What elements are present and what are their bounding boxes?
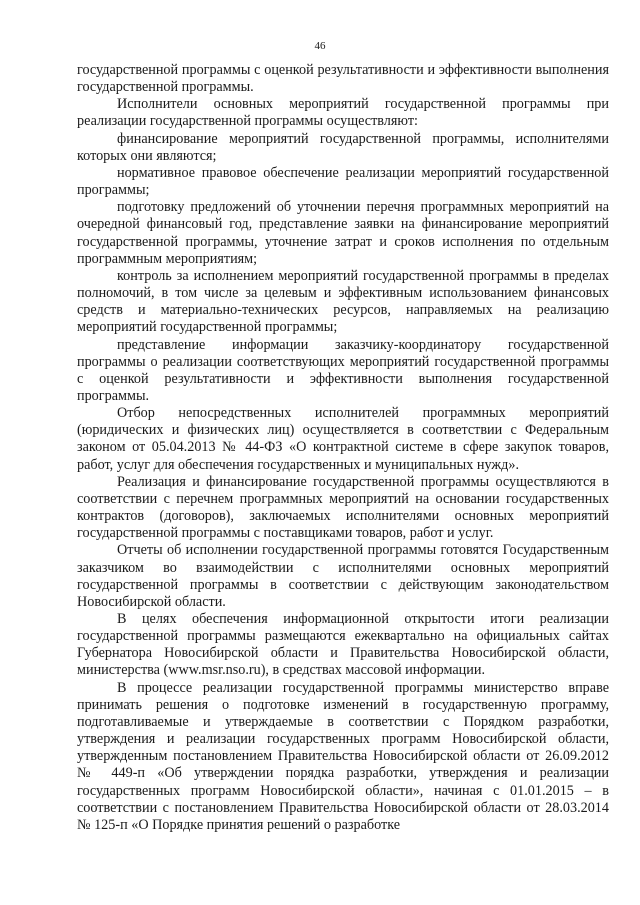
paragraph-10: Отчеты об исполнении государственной программы готовятся Государственным заказчиком во взаимодействии с исполнителями основных мероприятий государственной программы в соответствии с действующим законодательством Новосибирской области. [77, 542, 609, 610]
paragraph-3: финансирование мероприятий государственной программы, исполнителями которых они являются; [77, 130, 609, 164]
page-number: 46 [314, 40, 326, 52]
paragraph-11: В целях обеспечения информационной открытости итоги реализации государственной программы размещаются ежеквартально на официальных сайтах Губернатора Новосибирской области и Правительства Новосибирской области, министерства (www.msr.nso.ru), в средствах массовой информации. [77, 611, 609, 679]
paragraph-5: подготовку предложений об уточнении перечня программных мероприятий на очередной финансовый год, представление заявки на финансирование мероприятий государственной программы, уточнение затрат и сроков исполнения по отдельным программным мероприятиям; [77, 199, 609, 267]
paragraph-6: контроль за исполнением мероприятий государственной программы в пределах полномочий, в том числе за целевым и эффективным использованием финансовых средств и материально-технических ресурсов, направляемых на реализацию мероприятий государственной программы; [77, 267, 609, 336]
paragraph-2: Исполнители основных мероприятий государственной программы при реализации государственной программы осуществляют: [77, 96, 609, 130]
paragraph-12: В процессе реализации государственной программы министерство вправе принимать решения о подготовке изменений в государственную программу, подготавливаемые и утверждаемые в соответствии с Порядком разработки, утверждения и реализации государственных программ Новосибирской области, утвержденным постановлением Правительства Новосибирской области от 26.09.2012 № 449-п «Об утверждении порядка разработки, утверждения и реализации государственных программ Новосибирской области», начиная с 01.01.2015 – в соответствии с постановлением Правительства Новосибирской области от 28.03.2014 № 125-п «О Порядке принятия решений о разработке [77, 679, 609, 833]
paragraph-9: Реализация и финансирование государственной программы осуществляются в соответствии с перечнем программных мероприятий на основании государственных контрактов (договоров), заключаемых исполнителями основных мероприятий государственной программы с поставщиками товаров, работ и услуг. [77, 473, 609, 542]
paragraph-1: государственной программы с оценкой результативности и эффективности выполнения государственной программы. [77, 62, 609, 96]
paragraph-4: нормативное правовое обеспечение реализации мероприятий государственной программы; [77, 164, 609, 199]
paragraph-8: Отбор непосредственных исполнителей программных мероприятий (юридических и физических лиц) осуществляется в соответствии с Федеральным законом от 05.04.2013 № 44-ФЗ «О контрактной системе в сфере закупок товаров, работ, услуг для обеспечения государственных и муниципальных нужд». [77, 405, 609, 473]
document-body [77, 62, 609, 834]
paragraph-7: представление информации заказчику-координатору государственной программы о реализации соответствующих мероприятий государственной программы с оценкой результативности и эффективности выполнения государственной программы. [77, 336, 609, 404]
